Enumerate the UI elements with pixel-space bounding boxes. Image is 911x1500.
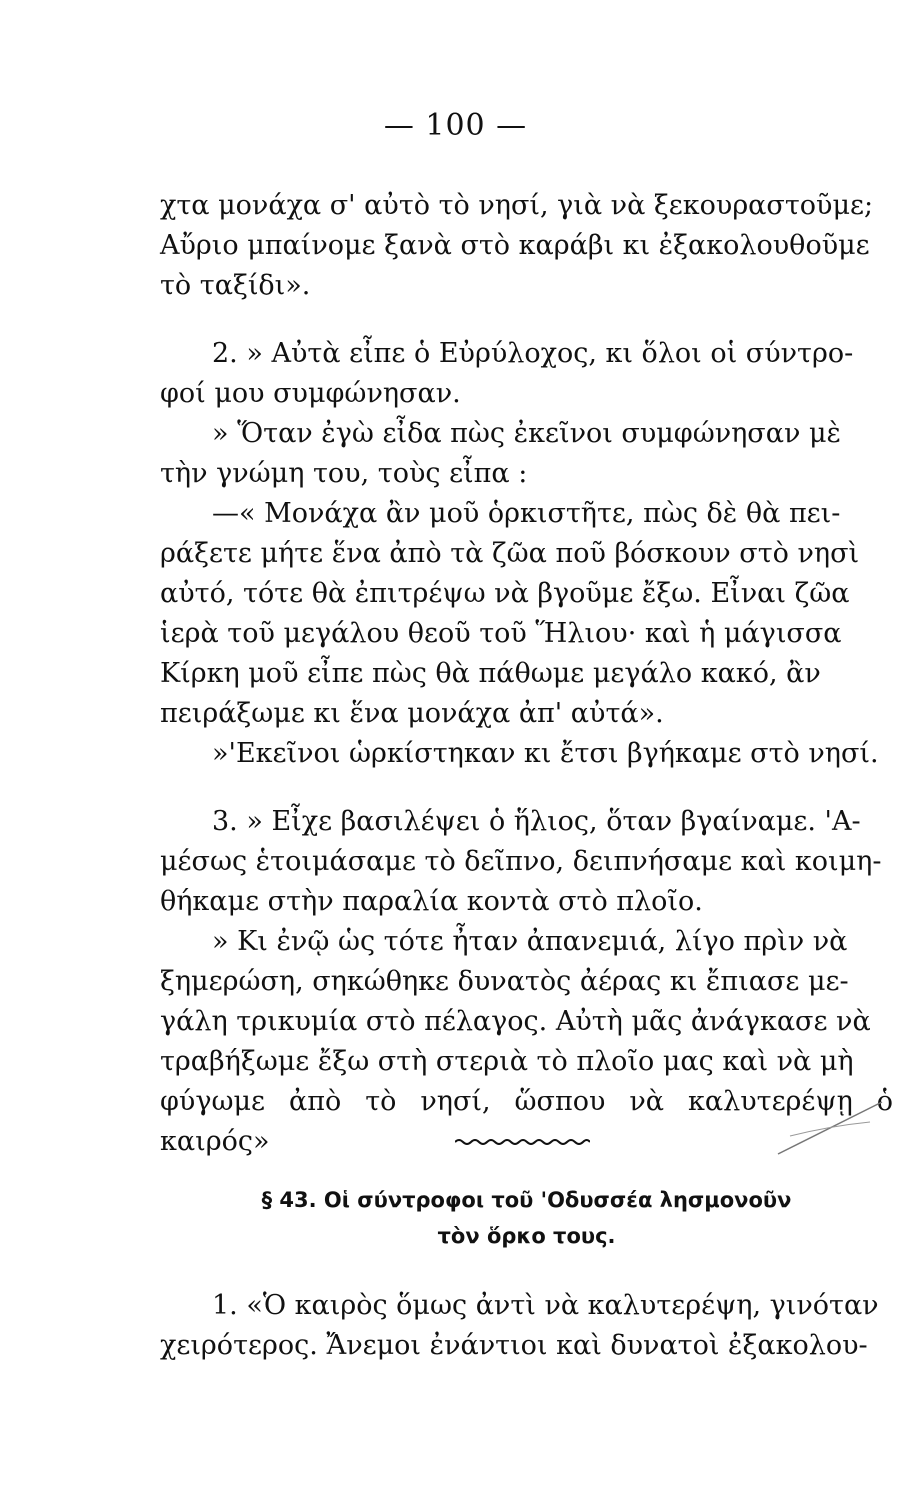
text-line: χειρότερος. Ἄνεμοι ἐνάντιοι καὶ δυνατοὶ ἐξακολου-: [160, 1330, 868, 1361]
text-line: 1. «Ὁ καιρὸς ὅμως ἀντὶ νὰ καλυτερέψη, γινόταν: [212, 1290, 879, 1321]
section-heading-line: § 43. Οἱ σύντροφοι τοῦ 'Οδυσσέα λησμονοῦν: [261, 1188, 792, 1212]
section-heading-line: τὸν ὅρκο τους.: [437, 1224, 616, 1248]
text-line: —« Μονάχα ἂν μοῦ ὁρκιστῆτε, πὼς δὲ θὰ πει-: [212, 498, 841, 529]
text-line: μέσως ἑτοιμάσαμε τὸ δεῖπνο, δειπνήσαμε καὶ κοιμη-: [160, 846, 882, 877]
ornament-divider: [455, 1138, 590, 1146]
text-line: θήκαμε στὴν παραλία κοντὰ στὸ πλοῖο.: [160, 886, 703, 917]
pencil-mark: [770, 1096, 890, 1166]
upper-text-block: [160, 186, 893, 1162]
text-line: 3. » Εἶχε βασιλέψει ὁ ἥλιος, ὅταν βγαίναμε. 'Α-: [212, 806, 861, 837]
paragraph-section-43-1: [160, 1286, 893, 1366]
text-line: τὸ ταξίδι».: [160, 270, 311, 301]
text-line: ξημερώση, σηκώθηκε δυνατὸς ἀέρας κι ἔπιασε με-: [160, 966, 849, 997]
paragraph-2: [160, 334, 893, 414]
text-line: Αὔριο μπαίνομε ξανὰ στὸ καράβι κι ἐξακολουθοῦμε: [160, 230, 870, 261]
paragraph-3: [160, 802, 893, 922]
text-line: Κίρκη μοῦ εἶπε πὼς θὰ πάθωμε μεγάλο κακό, ἂν: [160, 658, 821, 689]
paragraph-continuation: [160, 186, 893, 306]
text-line: φοί μου συμφώνησαν.: [160, 378, 461, 409]
page-number: — 100 —: [383, 108, 528, 143]
paragraph-oath-speech: [160, 494, 893, 734]
paragraph-they-swore: [160, 734, 893, 774]
text-line: 2. » Αὐτὰ εἶπε ὁ Εὐρύλοχος, κι ὅλοι οἱ σύντρο-: [212, 338, 854, 369]
text-line: » Ὅταν ἐγὼ εἶδα πὼς ἐκεῖνοι συμφώνησαν μὲ: [212, 418, 842, 449]
text-line: αὐτό, τότε θὰ ἐπιτρέψω νὰ βγοῦμε ἔξω. Εἶναι ζῶα: [160, 578, 850, 609]
paragraph-when-i-saw: [160, 414, 893, 494]
text-line: »'Εκεῖνοι ὡρκίστηκαν κι ἔτσι βγήκαμε στὸ νησί.: [212, 738, 879, 769]
text-line: ἱερὰ τοῦ μεγάλου θεοῦ τοῦ Ἥλιου· καὶ ἡ μάγισσα: [160, 618, 842, 649]
text-line: » Κι ἐνῷ ὡς τότε ἦταν ἀπανεμιά, λίγο πρὶν νὰ: [212, 926, 848, 957]
text-line: τὴν γνώμη του, τοὺς εἶπα :: [160, 458, 528, 489]
text-line: τραβήξωμε ἔξω στὴ στεριὰ τὸ πλοῖο μας καὶ νὰ μὴ: [160, 1046, 854, 1077]
text-line: γάλη τρικυμία στὸ πέλαγος. Αὐτὴ μᾶς ἀνάγκασε νὰ: [160, 1006, 871, 1037]
text-line: φύγωμε ἀπὸ τὸ νησί, ὥσπου νὰ καλυτερέψῃ ὁ καιρός»: [160, 1086, 893, 1157]
text-line: πειράξωμε κι ἕνα μονάχα ἀπ' αὐτά».: [160, 698, 664, 729]
section-heading: [160, 1182, 893, 1254]
text-line: χτα μονάχα σ' αὐτὸ τὸ νησί, γιὰ νὰ ξεκουραστοῦμε;: [160, 190, 874, 221]
lower-text-block: [160, 1286, 893, 1366]
text-line: ράξετε μήτε ἕνα ἀπὸ τὰ ζῶα ποῦ βόσκουν στὸ νησὶ: [160, 538, 860, 569]
